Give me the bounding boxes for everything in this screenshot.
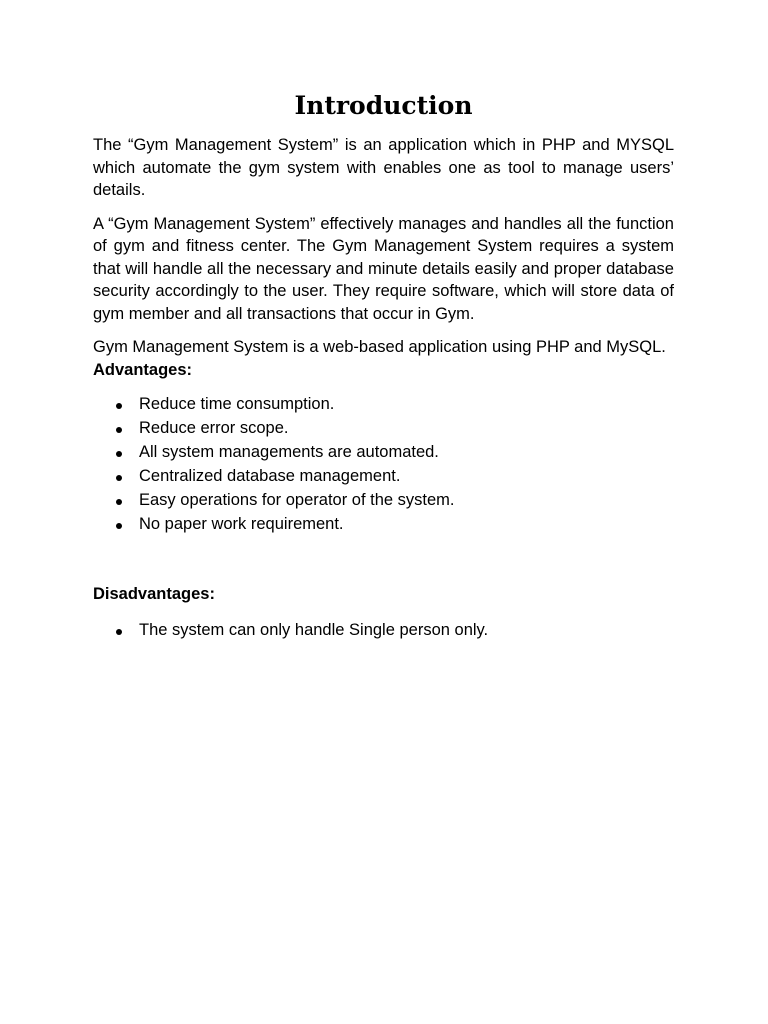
bullet-icon [116, 403, 122, 409]
paragraph-3-text: Gym Management System is a web-based application using PHP and MySQL. [93, 338, 666, 356]
list-item-text: Reduce error scope. [139, 419, 289, 437]
list-item [93, 512, 674, 536]
list-item [93, 488, 674, 512]
bullet-icon [116, 427, 122, 433]
bullet-icon [116, 499, 122, 505]
list-item [93, 440, 674, 464]
list-item-text: Centralized database management. [139, 467, 401, 485]
intro-paragraph-2: A “Gym Management System” effectively manages and handles all the function of gym and fitness center. The Gym Management System requires a system that will handle all the necessary and minute details easily and proper database security accordingly to the user. They require software, which will store data of gym member and all transactions that occur in Gym. [93, 214, 674, 323]
list-item-text: No paper work requirement. [139, 515, 344, 533]
list-item [93, 392, 674, 416]
intro-paragraph-3 [93, 336, 674, 381]
list-item [93, 618, 674, 642]
list-item-text: The system can only handle Single person only. [139, 621, 489, 639]
list-item-text: Reduce time consumption. [139, 395, 335, 413]
bullet-icon [116, 475, 122, 481]
disadvantages-heading: Disadvantages: [93, 585, 215, 603]
list-item-text: All system managements are automated. [139, 443, 439, 461]
bullet-icon [116, 629, 122, 635]
intro-paragraph-1: The “Gym Management System” is an application which in PHP and MYSQL which automate the gym system with enables one as tool to manage users’ details. [93, 136, 674, 199]
list-item [93, 464, 674, 488]
bullet-icon [116, 523, 122, 529]
advantages-list [93, 392, 674, 536]
document-page [93, 88, 674, 642]
disadvantages-list [93, 618, 674, 642]
list-item [93, 416, 674, 440]
bullet-icon [116, 451, 122, 457]
list-item-text: Easy operations for operator of the system. [139, 491, 455, 509]
page-title: Introduction [294, 91, 473, 120]
advantages-heading: Advantages: [93, 360, 193, 379]
